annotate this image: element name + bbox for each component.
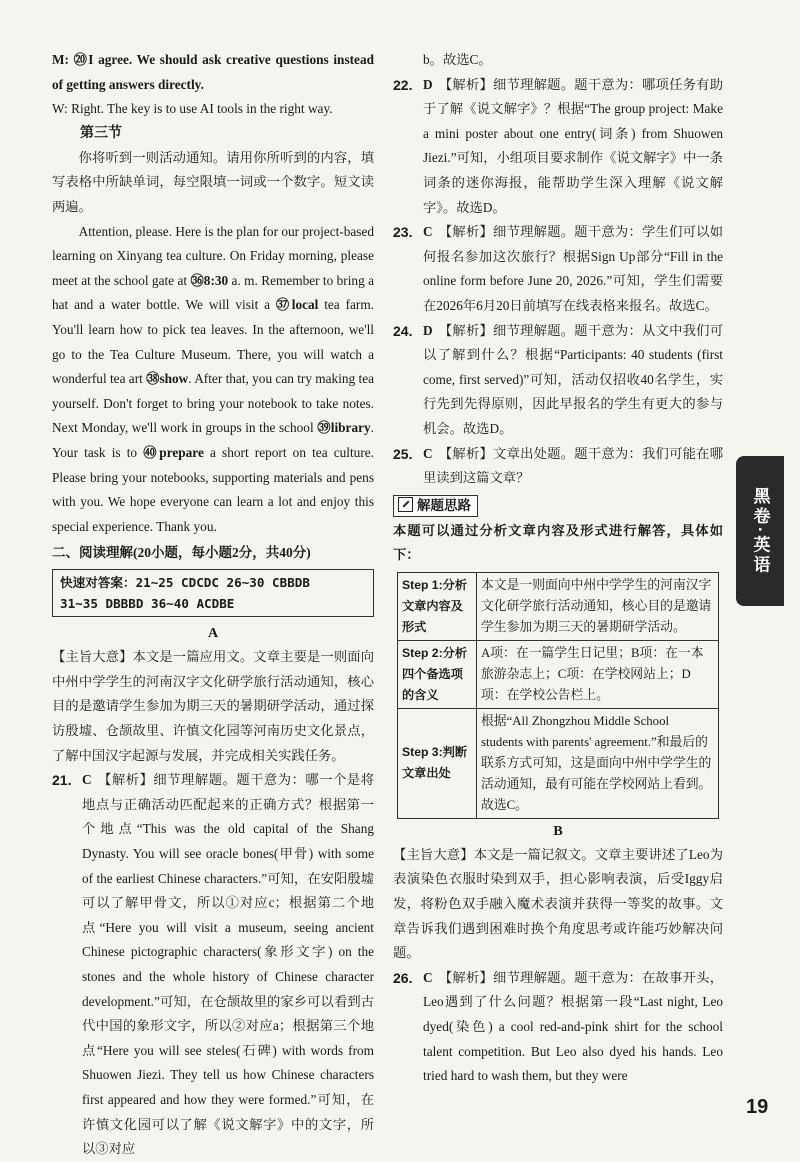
section3-title: 第三节 xyxy=(80,125,122,141)
section3-instructions: 你将听到一则活动通知。请用你所听到的内容，填写表格中所缺单词，每空限填一词或一个数字。短文读两遍。 xyxy=(52,149,374,214)
question-number: 23. xyxy=(393,224,413,241)
pencil-edit-icon xyxy=(398,497,413,512)
answer-letter: D xyxy=(423,322,433,338)
explanation: 【解析】细节理解题。题干意为：哪项任务有助于了解《说文解字》？根据“The group project: Make a mini poster about one entry(词条) from Shuowen Jiezi.”可知，小组项目要求制作《说文解字》中一条词条的迷你海报，能帮助学生深入理解《说文解字》。故选D。 xyxy=(423,76,723,215)
subject-side-tab xyxy=(736,456,784,606)
table-row xyxy=(398,708,719,818)
step-text: A项：在一篇学生日记里；B项：在一本旅游杂志上；C项：在学校网站上；D项：在学校公告栏上。 xyxy=(477,640,719,708)
step-label: Step 2:分析四个备选项的含义 xyxy=(398,640,477,708)
answer-letter: C xyxy=(423,224,433,240)
answer-39: ㊴library xyxy=(317,420,371,436)
question-number: 25. xyxy=(393,445,413,462)
question-21 xyxy=(52,768,374,1162)
answer-38: ㊳show xyxy=(146,371,189,387)
explanation: 【解析】细节理解题。题干意为：在故事开头，Leo遇到了什么问题？根据第一段“Last night, Leo dyed(染色) a cool red-and-pink shirt for the school talent competition. But Leo also dyed his hands. Leo tried hard to wash them, but they were xyxy=(423,969,723,1084)
passage-text: . After that, you can try making tea yourself. Don't forget to bring your notebook to take notes. Next Monday, we'll work in groups in the school xyxy=(52,371,375,436)
quick-answer-line: 31~35 DBBBD 36~40 ACDBE xyxy=(60,596,235,612)
question-number: 24. xyxy=(393,322,413,339)
listening-passage xyxy=(52,220,374,540)
answer-37: ㊲local xyxy=(275,297,319,313)
passage-letter-a: A xyxy=(207,626,219,642)
quick-answer-box xyxy=(52,569,374,617)
question-number: 22. xyxy=(393,76,413,93)
question-number: 26. xyxy=(393,969,413,986)
table-row xyxy=(398,640,719,708)
reading-section-heading: 二、阅读理解(20小题，每小题2分，共40分) xyxy=(52,545,311,561)
passage-text: a short report on tea culture. Please bring your notebooks, supporting materials and pens with you. We hope everyone can learn a lot and enjoy this special experience. Thank you. xyxy=(52,444,374,534)
quick-answer-line: 快速对答案：21~25 CDCDC 26~30 CBBDB xyxy=(60,575,310,591)
passage-text: a. m. Remember to bring a hat and a water bottle. We will visit a xyxy=(52,272,374,313)
passage-text: . Your task is to xyxy=(52,420,374,460)
question-26 xyxy=(393,966,723,1089)
step-label: Step 1:分析文章内容及形式 xyxy=(398,572,477,640)
right-column xyxy=(393,48,723,1089)
question-25 xyxy=(393,442,723,491)
page-number: 19 xyxy=(746,1096,769,1118)
solution-approach-label xyxy=(393,495,478,517)
step-text: 根据“All Zhongzhou Middle School students with parents' agreement.”和最后的联系方式可知，这是面向中州中学学生的活动通知，最有可能在学校网站上看到。故选C。 xyxy=(477,708,719,818)
table-row xyxy=(398,572,719,640)
explanation: 【解析】细节理解题。题干意为：学生们可以如何报名参加这次旅行？根据Sign Up部分“Fill in the online form before June 20, 2026.”可知，学生们需要在2026年6月20日前填写在线表格来报名。故选C。 xyxy=(423,224,723,313)
dialog-line-m: M: ⑳I agree. We should ask creative questions instead of getting answers directly. xyxy=(52,52,374,92)
explanation: 【解析】细节理解题。题干意为：哪一个是将地点与正确活动匹配起来的正确方式？根据第一个地点“This was the old capital of the Shang Dynasty. You will see oracle bones(甲骨) with some of the earliest Chinese characters.”可知，在安阳殷墟可以了解甲骨文，所以①对应c；根据第二个地点“Here you will visit a museum, seeing ancient Chinese pictographic characters(象形文字) on the stones and the whole history of Chinese character development.”可知，在仓颉故里的家乡可以看到古代中国的象形文字，所以②对应a；根据第三个地点“Here you will see steles(石碑) with words from Shuowen Jiezi. They tell us how Chinese characters first appeared and how they were formed.”可知，在许慎文化园可以了解《说文解字》中的文字，所以③对应 xyxy=(82,772,374,1157)
passage-letter-b: B xyxy=(553,823,563,839)
step-label: Step 3:判断文章出处 xyxy=(398,708,477,818)
question-23 xyxy=(393,220,723,318)
explanation: 【解析】细节理解题。题干意为：从文中我们可以了解到什么？根据“Participants: 40 students (first come, first served)”可知，活动仅招收40名学生，实行先到先得原则，因此早报名的学生有更大的参与机会。故选D。 xyxy=(423,322,723,436)
question-number: 21. xyxy=(52,772,72,789)
main-idea-b: 【主旨大意】本文是一篇记叙文。文章主要讲述了Leo为表演染色衣服时染到双手，担心影响表演，后受Iggy启发，将粉色双手融入魔术表演并获得一等奖的故事。文章告诉我们遇到困难时换个角度思考或许能巧妙解决问题。 xyxy=(393,846,723,961)
steps-table xyxy=(397,572,719,819)
answer-36: ㊱8:30 xyxy=(190,272,229,288)
main-idea-a: 【主旨大意】本文是一篇应用文。文章主要是一则面向中州中学学生的河南汉字文化研学旅行活动通知，核心目的是邀请学生参加为期三天的暑期研学活动，通过探访殷墟、仓颉故里、许慎文化园等河南历史文化景点，了解中国汉字起源与发展，并完成相关实践任务。 xyxy=(52,649,374,763)
continued-text: b。故选C。 xyxy=(423,52,492,67)
passage-text: Attention, please. Here is the plan for our project-based learning on Xinyang tea culture. On Friday morning, please meet at the school gate at xyxy=(52,223,374,288)
left-column xyxy=(52,48,374,1162)
answer-letter: C xyxy=(82,772,92,788)
answer-letter: D xyxy=(423,76,433,92)
question-24 xyxy=(393,319,723,442)
dialog-line-w: W: Right. The key is to use AI tools in the right way. xyxy=(52,101,333,117)
solution-intro: 本题可以通过分析文章内容及形式进行解答，具体如下： xyxy=(393,522,723,563)
answer-letter: C xyxy=(423,969,433,985)
passage-text: tea farm. You'll learn how to pick tea leaves. In the afternoon, we'll go to the Tea Culture Museum. There, you will watch a wonderful tea art xyxy=(52,297,374,387)
side-tab-text: 黑卷·英语 xyxy=(750,486,770,576)
step-text: 本文是一则面向中州中学学生的河南汉字文化研学旅行活动通知，核心目的是邀请学生参加为期三天的暑期研学活动。 xyxy=(477,572,719,640)
explanation: 【解析】文章出处题。题干意为：我们可能在哪里读到这篇文章？ xyxy=(423,445,723,486)
answer-40: ㊵prepare xyxy=(143,444,204,460)
question-22 xyxy=(393,73,723,221)
answer-letter: C xyxy=(423,445,433,461)
solution-approach-text: 解题思路 xyxy=(417,497,471,513)
